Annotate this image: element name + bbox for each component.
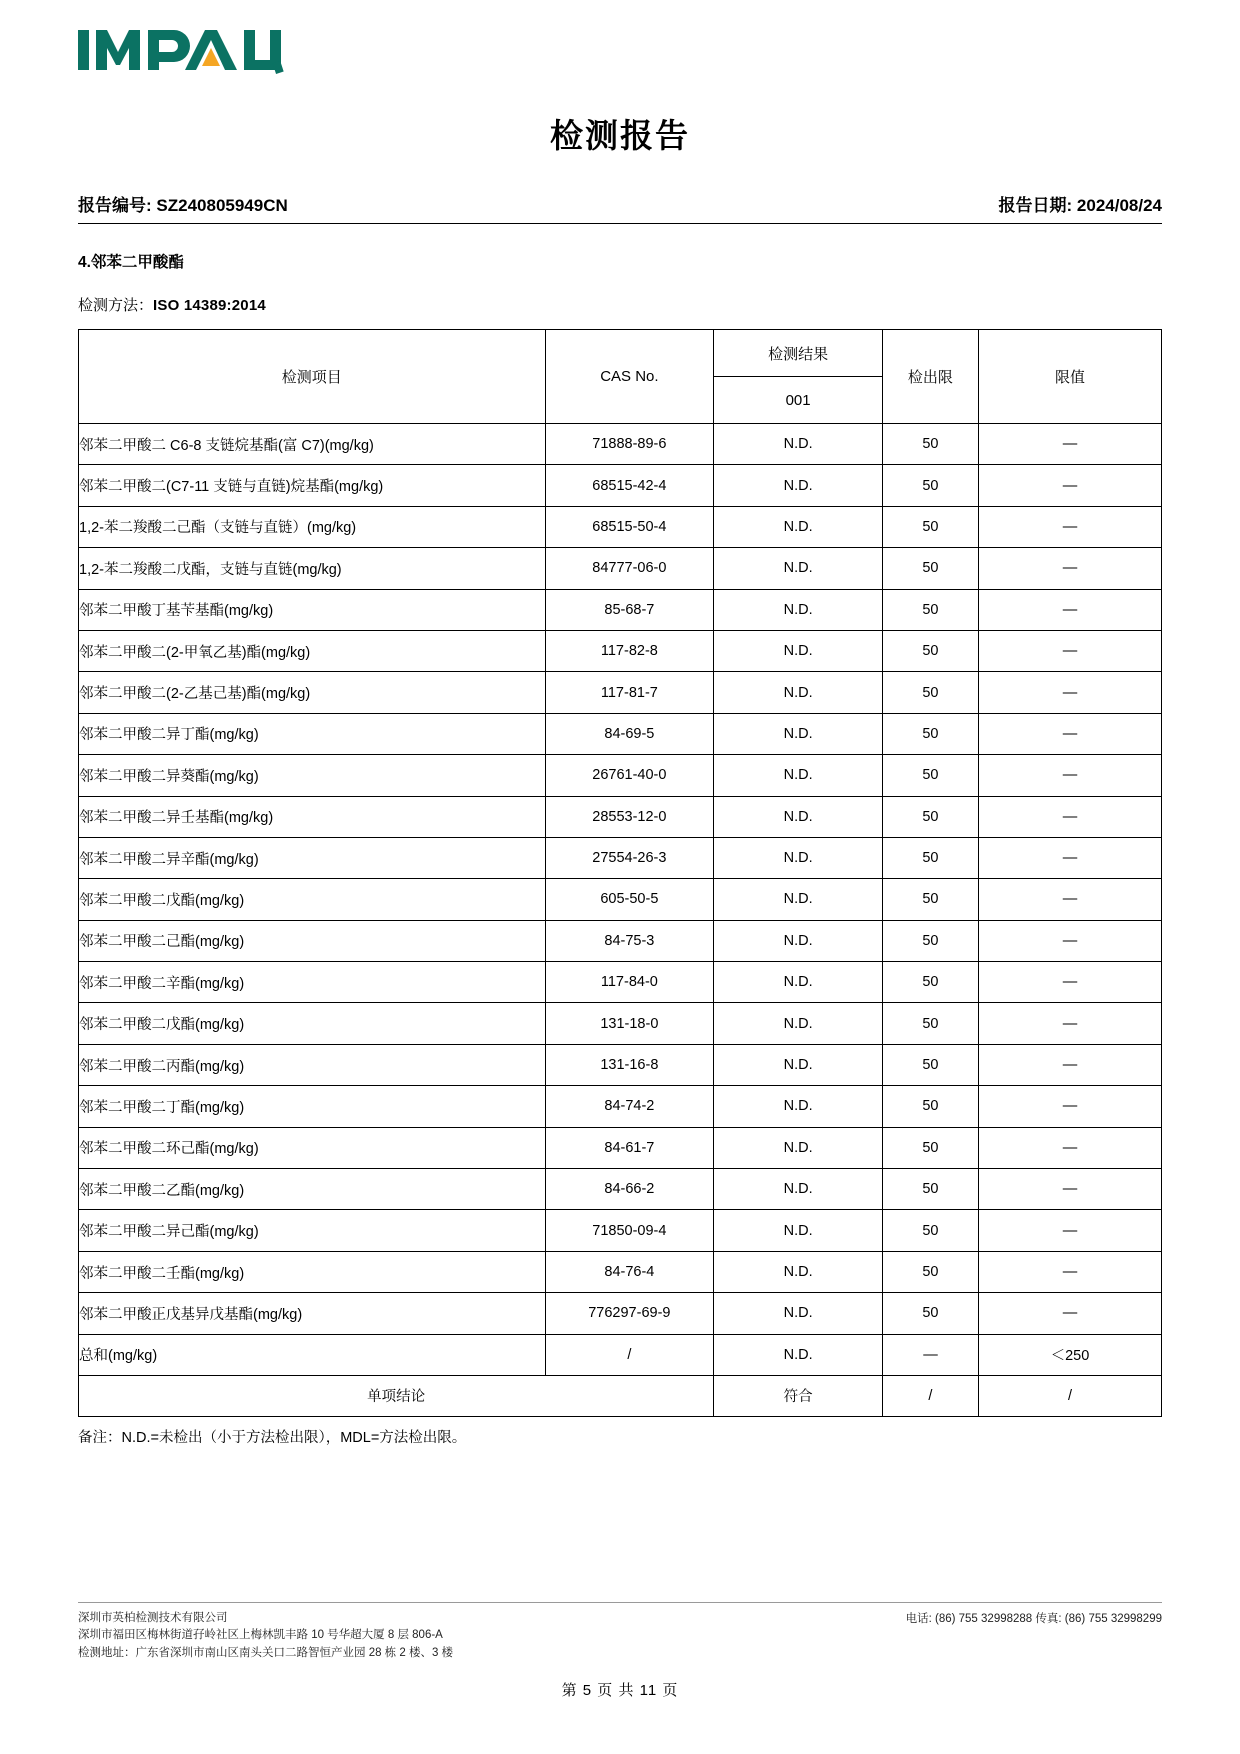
row-result: N.D. xyxy=(714,672,883,713)
row-limit: — xyxy=(978,879,1161,920)
table-header-row-1 xyxy=(79,330,1162,377)
footer-fax: 传真: (86) 755 32998299 xyxy=(1035,1612,1162,1625)
row-cas: 117-81-7 xyxy=(545,672,714,713)
row-limit: — xyxy=(978,1251,1161,1292)
row-mdl: 50 xyxy=(882,424,978,465)
col-header-item: 检测项目 xyxy=(79,330,546,424)
report-date xyxy=(999,191,1163,216)
footer-contact-block xyxy=(906,1610,1162,1629)
total-row-limit: ＜250 xyxy=(978,1334,1161,1375)
row-result: N.D. xyxy=(714,1086,883,1127)
row-item: 邻苯二甲酸二(2-甲氧乙基)酯(mg/kg) xyxy=(79,630,546,671)
row-result: N.D. xyxy=(714,630,883,671)
row-limit: — xyxy=(978,1044,1161,1085)
footer-company-name: 深圳市英柏检测技术有限公司 xyxy=(78,1611,228,1624)
row-result: N.D. xyxy=(714,589,883,630)
row-result: N.D. xyxy=(714,548,883,589)
brand-logo-container xyxy=(78,0,1162,88)
row-result: N.D. xyxy=(714,879,883,920)
row-limit: — xyxy=(978,1127,1161,1168)
row-item: 邻苯二甲酸二(2-乙基己基)酯(mg/kg) xyxy=(79,672,546,713)
impaq-logo xyxy=(78,26,293,74)
row-cas: 85-68-7 xyxy=(545,589,714,630)
table-row xyxy=(79,1044,1162,1085)
table-row xyxy=(79,962,1162,1003)
row-item: 邻苯二甲酸二丙酯(mg/kg) xyxy=(79,1044,546,1085)
table-row xyxy=(79,1169,1162,1210)
row-cas: 68515-42-4 xyxy=(545,465,714,506)
report-date-value: 2024/08/24 xyxy=(1076,196,1162,215)
section-heading: 4.邻苯二甲酸酯 xyxy=(78,254,184,271)
report-number xyxy=(78,191,288,216)
table-row xyxy=(79,1127,1162,1168)
row-limit: — xyxy=(978,1293,1161,1334)
row-mdl: 50 xyxy=(882,837,978,878)
table-row xyxy=(79,1086,1162,1127)
conclusion-label: 单项结论 xyxy=(79,1375,714,1416)
row-result: N.D. xyxy=(714,1127,883,1168)
conclusion-result: 符合 xyxy=(714,1375,883,1416)
row-mdl: 50 xyxy=(882,1127,978,1168)
row-mdl: 50 xyxy=(882,1251,978,1292)
row-mdl: 50 xyxy=(882,672,978,713)
row-limit: — xyxy=(978,506,1161,547)
row-cas: 84-69-5 xyxy=(545,713,714,754)
row-mdl: 50 xyxy=(882,1293,978,1334)
row-item: 邻苯二甲酸二(C7-11 支链与直链)烷基酯(mg/kg) xyxy=(79,465,546,506)
conclusion-limit: / xyxy=(978,1375,1161,1416)
row-result: N.D. xyxy=(714,713,883,754)
col-header-limit: 限值 xyxy=(978,330,1161,424)
table-row xyxy=(79,920,1162,961)
row-limit: — xyxy=(978,1003,1161,1044)
row-item: 邻苯二甲酸二异丁酯(mg/kg) xyxy=(79,713,546,754)
row-cas: 776297-69-9 xyxy=(545,1293,714,1334)
footer-address-2: 检测地址：广东省深圳市南山区南头关口二路智恒产业园 28 栋 2 楼、3 楼 xyxy=(78,1647,454,1660)
table-row xyxy=(79,630,1162,671)
row-result: N.D. xyxy=(714,1251,883,1292)
results-table xyxy=(78,329,1162,1417)
row-mdl: 50 xyxy=(882,962,978,1003)
table-row xyxy=(79,713,1162,754)
row-limit: — xyxy=(978,424,1161,465)
row-mdl: 50 xyxy=(882,1044,978,1085)
row-limit: — xyxy=(978,920,1161,961)
table-row xyxy=(79,465,1162,506)
row-mdl: 50 xyxy=(882,713,978,754)
col-header-sample-id: 001 xyxy=(714,377,883,424)
row-item: 邻苯二甲酸二乙酯(mg/kg) xyxy=(79,1169,546,1210)
test-method-value: ISO 14389:2014 xyxy=(153,297,266,314)
table-row xyxy=(79,1210,1162,1251)
row-item: 1,2-苯二羧酸二戊酯，支链与直链(mg/kg) xyxy=(79,548,546,589)
row-item: 邻苯二甲酸二异葵酯(mg/kg) xyxy=(79,755,546,796)
table-note: 备注：N.D.=未检出（小于方法检出限），MDL=方法检出限。 xyxy=(78,1429,467,1446)
row-item: 邻苯二甲酸二壬酯(mg/kg) xyxy=(79,1251,546,1292)
row-item: 1,2-苯二羧酸二己酯（支链与直链）(mg/kg) xyxy=(79,506,546,547)
results-table-head xyxy=(79,330,1162,424)
row-item: 邻苯二甲酸二丁酯(mg/kg) xyxy=(79,1086,546,1127)
conclusion-mdl: / xyxy=(882,1375,978,1416)
report-date-label: 报告日期: xyxy=(998,196,1073,215)
row-result: N.D. xyxy=(714,920,883,961)
row-item: 邻苯二甲酸二己酯(mg/kg) xyxy=(79,920,546,961)
row-result: N.D. xyxy=(714,1169,883,1210)
row-mdl: 50 xyxy=(882,879,978,920)
row-mdl: 50 xyxy=(882,920,978,961)
row-result: N.D. xyxy=(714,465,883,506)
row-cas: 27554-26-3 xyxy=(545,837,714,878)
row-mdl: 50 xyxy=(882,1169,978,1210)
row-limit: — xyxy=(978,1086,1161,1127)
total-row-item: 总和(mg/kg) xyxy=(79,1334,546,1375)
table-row xyxy=(79,837,1162,878)
row-mdl: 50 xyxy=(882,796,978,837)
footer-divider xyxy=(78,1602,1162,1603)
row-cas: 71888-89-6 xyxy=(545,424,714,465)
table-row xyxy=(79,1293,1162,1334)
conclusion-row xyxy=(79,1375,1162,1416)
row-item: 邻苯二甲酸丁基苄基酯(mg/kg) xyxy=(79,589,546,630)
row-mdl: 50 xyxy=(882,506,978,547)
row-mdl: 50 xyxy=(882,1003,978,1044)
row-item: 邻苯二甲酸二 C6-8 支链烷基酯(富 C7)(mg/kg) xyxy=(79,424,546,465)
col-header-cas: CAS No. xyxy=(545,330,714,424)
impaq-logo-icon xyxy=(78,26,293,74)
row-result: N.D. xyxy=(714,1210,883,1251)
row-cas: 605-50-5 xyxy=(545,879,714,920)
test-method-label: 检测方法： xyxy=(78,297,154,314)
row-mdl: 50 xyxy=(882,1086,978,1127)
total-row-cas: / xyxy=(545,1334,714,1375)
row-limit: — xyxy=(978,837,1161,878)
row-cas: 117-82-8 xyxy=(545,630,714,671)
row-result: N.D. xyxy=(714,755,883,796)
report-number-label: 报告编号: xyxy=(78,196,152,215)
row-item: 邻苯二甲酸二戊酯(mg/kg) xyxy=(79,1003,546,1044)
row-result: N.D. xyxy=(714,1003,883,1044)
row-limit: — xyxy=(978,713,1161,754)
row-mdl: 50 xyxy=(882,755,978,796)
row-limit: — xyxy=(978,755,1161,796)
row-cas: 117-84-0 xyxy=(545,962,714,1003)
row-cas: 28553-12-0 xyxy=(545,796,714,837)
row-limit: — xyxy=(978,1210,1161,1251)
row-result: N.D. xyxy=(714,1293,883,1334)
total-row xyxy=(79,1334,1162,1375)
header-divider xyxy=(78,223,1162,224)
row-item: 邻苯二甲酸二辛酯(mg/kg) xyxy=(79,962,546,1003)
row-result: N.D. xyxy=(714,506,883,547)
page-number: 第 5 页 共 11 页 xyxy=(561,1682,679,1699)
row-mdl: 50 xyxy=(882,465,978,506)
footer-tel: 电话: (86) 755 32998288 xyxy=(905,1612,1033,1625)
results-table-foot xyxy=(79,1334,1162,1416)
total-row-mdl: — xyxy=(882,1334,978,1375)
row-item: 邻苯二甲酸正戊基异戊基酯(mg/kg) xyxy=(79,1293,546,1334)
col-header-result-group: 检测结果 xyxy=(714,330,883,377)
row-cas: 84-74-2 xyxy=(545,1086,714,1127)
row-cas: 68515-50-4 xyxy=(545,506,714,547)
page-footer xyxy=(78,1602,1162,1700)
row-cas: 84-61-7 xyxy=(545,1127,714,1168)
row-result: N.D. xyxy=(714,1044,883,1085)
footer-address-1: 深圳市福田区梅林街道孖岭社区上梅林凯丰路 10 号华超大厦 8 层 806-A xyxy=(78,1629,443,1642)
row-cas: 84-75-3 xyxy=(545,920,714,961)
row-limit: — xyxy=(978,548,1161,589)
row-result: N.D. xyxy=(714,424,883,465)
table-row xyxy=(79,589,1162,630)
row-cas: 84-66-2 xyxy=(545,1169,714,1210)
row-cas: 84777-06-0 xyxy=(545,548,714,589)
results-table-body xyxy=(79,424,1162,1335)
row-result: N.D. xyxy=(714,837,883,878)
row-limit: — xyxy=(978,589,1161,630)
table-row xyxy=(79,796,1162,837)
row-limit: — xyxy=(978,962,1161,1003)
total-row-result: N.D. xyxy=(714,1334,883,1375)
row-limit: — xyxy=(978,465,1161,506)
row-cas: 131-18-0 xyxy=(545,1003,714,1044)
row-item: 邻苯二甲酸二异己酯(mg/kg) xyxy=(79,1210,546,1251)
row-cas: 71850-09-4 xyxy=(545,1210,714,1251)
row-item: 邻苯二甲酸二异辛酯(mg/kg) xyxy=(79,837,546,878)
report-number-value: SZ240805949CN xyxy=(156,196,288,215)
row-cas: 84-76-4 xyxy=(545,1251,714,1292)
row-limit: — xyxy=(978,630,1161,671)
test-method-line xyxy=(78,294,1162,315)
row-result: N.D. xyxy=(714,962,883,1003)
table-row xyxy=(79,548,1162,589)
page-title: 检测报告 xyxy=(550,116,690,155)
row-mdl: 50 xyxy=(882,1210,978,1251)
col-header-mdl: 检出限 xyxy=(882,330,978,424)
row-limit: — xyxy=(978,1169,1161,1210)
table-row xyxy=(79,1251,1162,1292)
row-item: 邻苯二甲酸二戊酯(mg/kg) xyxy=(79,879,546,920)
footer-company-block xyxy=(78,1610,906,1663)
table-row xyxy=(79,755,1162,796)
row-cas: 131-16-8 xyxy=(545,1044,714,1085)
row-limit: — xyxy=(978,796,1161,837)
row-limit: — xyxy=(978,672,1161,713)
table-row xyxy=(79,672,1162,713)
table-row xyxy=(79,424,1162,465)
table-row xyxy=(79,879,1162,920)
report-meta-row xyxy=(78,191,1162,223)
row-item: 邻苯二甲酸二异壬基酯(mg/kg) xyxy=(79,796,546,837)
row-item: 邻苯二甲酸二环己酯(mg/kg) xyxy=(79,1127,546,1168)
table-row xyxy=(79,1003,1162,1044)
row-mdl: 50 xyxy=(882,589,978,630)
row-result: N.D. xyxy=(714,796,883,837)
table-row xyxy=(79,506,1162,547)
row-mdl: 50 xyxy=(882,548,978,589)
row-cas: 26761-40-0 xyxy=(545,755,714,796)
row-mdl: 50 xyxy=(882,630,978,671)
